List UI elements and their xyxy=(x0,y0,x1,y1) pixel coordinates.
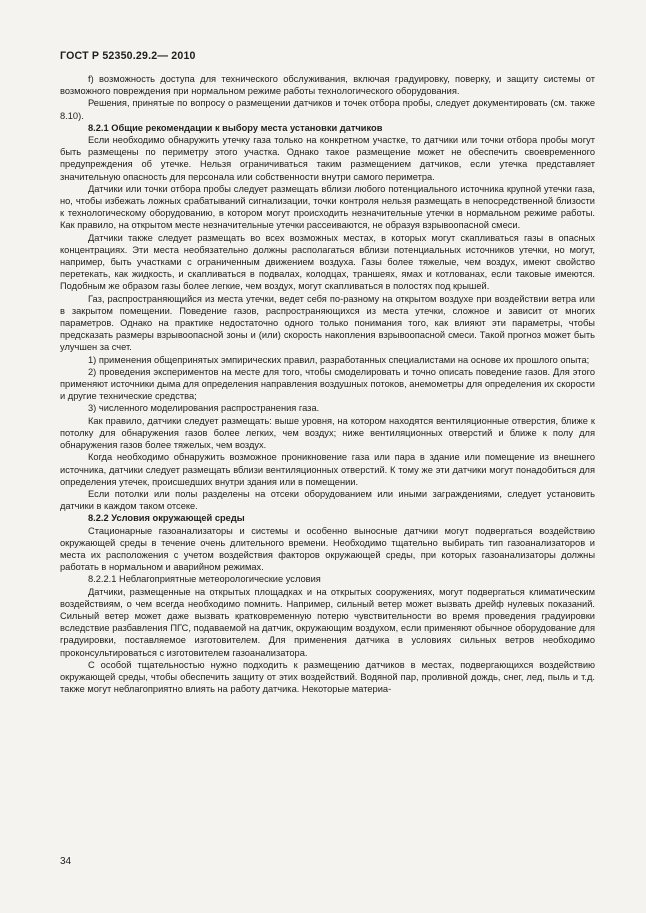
paragraph: Датчики или точки отбора пробы следует размещать вблизи любого потенциального источника крупной утечки газа, но, чтобы избежать ложных срабатываний сигнализации, точки контроля нельзя размещать в непосредственной близости к технологическому оборудованию, в котором могут происходить незначительные утечки в нормальном режиме работы. Как правило, на открытом месте незначительные утечки рассеиваются, не образуя взрывоопасной смеси. xyxy=(60,183,595,231)
paragraph: 2) проведения экспериментов на месте для того, чтобы смоделировать и точно описать поведение газов. Для этого применяют источники дыма для определения направления воздушных потоков, анемометры для определения их скорости и другие технические средства; xyxy=(60,366,595,402)
document-body xyxy=(60,73,595,695)
paragraph: Газ, распространяющийся из места утечки, ведет себя по-разному на открытом воздухе при воздействии ветра или в закрытом помещении. Поведение газов, распространяющихся из места утечки, сложное и зависит от многих параметров. Однако на практике недостаточно одного только понимания того, как влияют эти параметры, чтобы предсказать размеры взрывоопасной зоны и (или) скорость накопления взрывоопасной смеси. Такой прогноз может быть улучшен за счет. xyxy=(60,293,595,353)
paragraph: 3) численного моделирования распространения газа. xyxy=(88,403,320,414)
paragraph: Когда необходимо обнаружить возможное проникновение газа или пара в здание или помещение из внешнего источника, датчики следует размещать вблизи вентиляционных отверстий. К тому же эти датчики могут понадобиться для определения утечек, происшедших внутри здания или в помещении. xyxy=(60,452,595,487)
paragraph: С особой тщательностью нужно подходить к размещению датчиков в местах, подвергающихся воздействию окружающей среды, чтобы обеспечить защиту от этих воздействий. Водяной пар, проливной дождь, снег, лед, пыль и т.д. также могут неблагоприятно влиять на работу датчика. Некоторые материа- xyxy=(60,659,595,695)
paragraph: f) возможность доступа для технического обслуживания, включая градуировку, поверку, и защиту системы от возможного повреждения при нормальном режиме работы технологического оборудования. xyxy=(60,74,595,97)
paragraph: Датчики также следует размещать во всех возможных местах, в которых могут скапливаться газы в опасных концентрациях. Эти места необязательно должны располагаться вблизи потенциальных источников утечки, но могут, например, быть участками с ограниченным движением воздуха. Газы более тяжелые, чем воздух, имеют свойство перетекать, как жидкость, и скапливаться в подвалах, колодцах, траншеях, ямах и котлованах, если таковые имеются. Подобным же образом газы более легкие, чем воздух, могут скапливаться в полостях под крышей. xyxy=(60,232,595,292)
section-heading: 8.2.1 Общие рекомендации к выбору места установки датчиков xyxy=(88,122,383,133)
paragraph: Решения, принятые по вопросу о размещении датчиков и точек отбора пробы, следует документировать (см. также 8.10). xyxy=(60,98,595,121)
paragraph: Как правило, датчики следует размещать: выше уровня, на котором находятся вентиляционные отверстия, ближе к потолку для обнаружения газов более легких, чем воздух; ниже вентиляционных отверстий и ближе к полу для обнаружения газов более тяжелых, чем воздух. xyxy=(60,415,595,451)
paragraph: Если необходимо обнаружить утечку газа только на конкретном участке, то датчики или точки отбора пробы могут быть размещены по периметру этого участка. Однако такое размещение может не обеспечить своевременного предупреждения об утечке. Нельзя ограничиваться таким размещением датчиков, если утечка представляет значительную опасность для персонала или собственности внутри самого периметра. xyxy=(60,135,595,182)
section-heading: 8.2.2 Условия окружающей среды xyxy=(88,513,245,524)
paragraph: 8.2.2.1 Неблагоприятные метеорологические условия xyxy=(88,574,321,585)
paragraph: Датчики, размещенные на открытых площадках и на открытых сооружениях, могут подвергаться климатическим воздействиям, о чем всегда необходимо помнить. Например, сильный ветер может вызвать дрейф нулевых показаний. Сильный ветер может даже вызвать кратковременную потерю чувствительности во время проведения градуировки вследствие разбавления ПГС, подаваемой на датчик, окружающим воздухом, если применяют обычное оборудование для градуировки, поставляемое изготовителем. Для применения датчика в условиях сильных ветров необходимо проконсультироваться с изготовителем газоанализатора. xyxy=(60,586,595,658)
paragraph: Если потолки или полы разделены на отсеки оборудованием или иными заграждениями, следует установить датчики в каждом таком отсеке. xyxy=(60,488,595,512)
page-number: 34 xyxy=(60,856,72,867)
paragraph: Стационарные газоанализаторы и системы и особенно выносные датчики могут подвергаться воздействию окружающей среды в течение очень длительного времени. Необходимо тщательно выбирать тип газоанализаторов и места их расположения с учетом воздействия факторов окружающей среды, при которых газоанализаторы должны работать в нормальном и аварийном режимах. xyxy=(60,525,595,573)
paragraph: 1) применения общепринятых эмпирических правил, разработанных специалистами на основе их прошлого опыта; xyxy=(88,354,590,365)
page-header: ГОСТ Р 52350.29.2— 2010 xyxy=(60,50,196,62)
